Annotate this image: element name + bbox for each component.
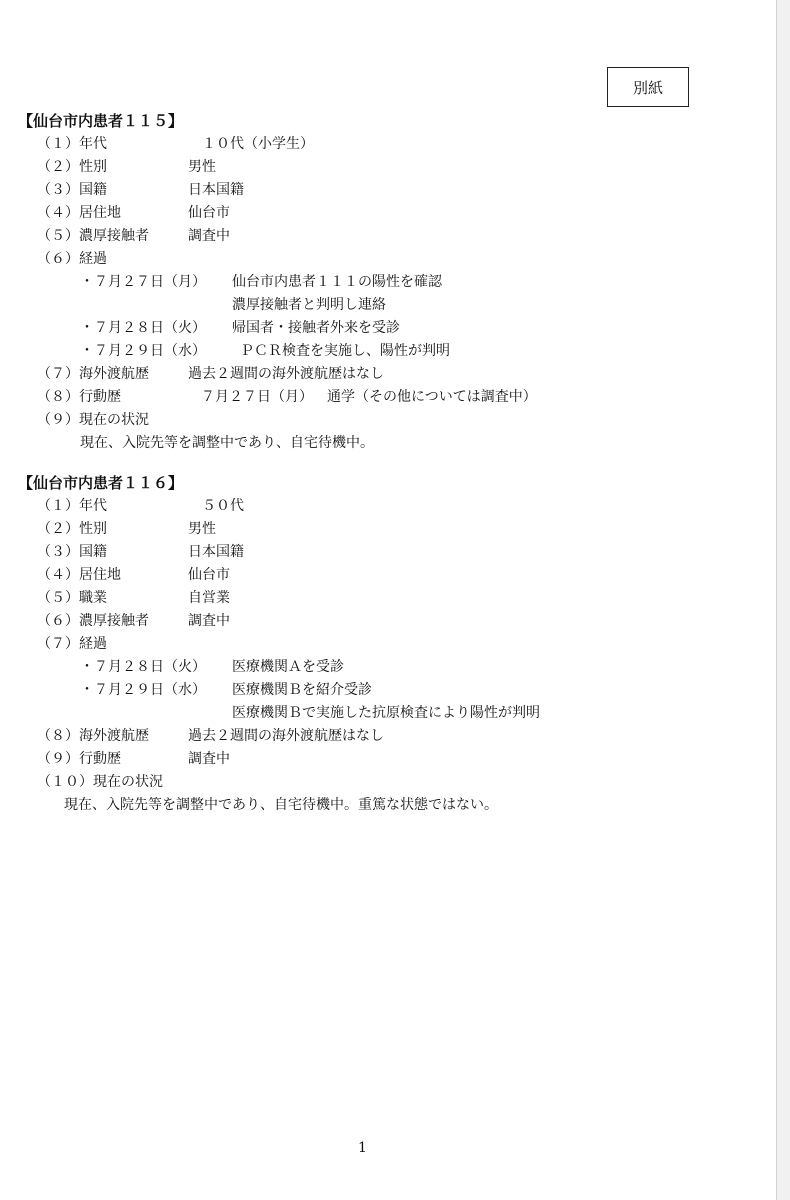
scrollbar-track[interactable] — [778, 0, 790, 1200]
row-label: （９）行動歴 — [37, 751, 121, 767]
progress-desc: 医療機関Ｂを紹介受診 — [232, 682, 372, 698]
row-label: （４）居住地 — [37, 205, 121, 221]
row-label: （６）濃厚接触者 — [37, 613, 149, 629]
row-label: （７）海外渡航歴 — [37, 366, 149, 382]
row-value: 日本国籍 — [188, 182, 244, 198]
row-value: 自営業 — [188, 590, 230, 606]
row-label: （５）職業 — [37, 590, 107, 606]
progress-date: ・７月２９日（水） — [80, 682, 206, 698]
status-text: 現在、入院先等を調整中であり、自宅待機中。重篤な状態ではない。 — [64, 797, 498, 813]
row-value: 仙台市 — [188, 567, 230, 583]
row-label: （４）居住地 — [37, 567, 121, 583]
row-label: （９）現在の状況 — [37, 412, 149, 428]
row-value: 調査中 — [188, 751, 230, 767]
progress-desc: 医療機関Ａを受診 — [232, 659, 344, 675]
row-label: （６）経過 — [37, 251, 107, 267]
row-label: （８）海外渡航歴 — [37, 728, 149, 744]
progress-date: ・７月２８日（火） — [80, 659, 206, 675]
row-value: 仙台市 — [188, 205, 230, 221]
row-value: 過去２週間の海外渡航歴はなし — [188, 728, 384, 744]
row-value: ５０代 — [202, 498, 244, 514]
row-label: （７）経過 — [37, 636, 107, 652]
row-label: （５）濃厚接触者 — [37, 228, 149, 244]
row-label: （１）年代 — [37, 498, 107, 514]
row-value: 調査中 — [188, 613, 230, 629]
row-label: （１０）現在の状況 — [37, 774, 163, 790]
row-value: 男性 — [188, 159, 216, 175]
patient-116-heading: 【仙台市内患者１１６】 — [18, 474, 184, 492]
progress-desc: 仙台市内患者１１１の陽性を確認 — [232, 274, 442, 290]
attachment-stamp: 別紙 — [607, 67, 689, 107]
page-number: 1 — [358, 1140, 367, 1156]
row-label: （１）年代 — [37, 136, 107, 152]
progress-desc: ＰＣＲ検査を実施し、陽性が判明 — [240, 343, 450, 359]
row-value: 過去２週間の海外渡航歴はなし — [188, 366, 384, 382]
progress-date: ・７月２９日（水） — [80, 343, 206, 359]
progress-date: ・７月２８日（火） — [80, 320, 206, 336]
row-label: （３）国籍 — [37, 182, 107, 198]
row-value: 日本国籍 — [188, 544, 244, 560]
row-label: （２）性別 — [37, 159, 107, 175]
row-value: 男性 — [188, 521, 216, 537]
activity-desc: 通学（その他については調査中） — [327, 389, 537, 405]
row-label: （８）行動歴 — [37, 389, 121, 405]
status-text: 現在、入院先等を調整中であり、自宅待機中。 — [80, 435, 374, 451]
progress-date: ・７月２７日（月） — [80, 274, 206, 290]
patient-115-heading: 【仙台市内患者１１５】 — [18, 112, 184, 130]
activity-date: ７月２７日（月） — [201, 389, 313, 405]
progress-desc: 帰国者・接触者外来を受診 — [232, 320, 400, 336]
row-label: （３）国籍 — [37, 544, 107, 560]
row-value: １０代（小学生） — [202, 136, 314, 152]
row-value: 調査中 — [188, 228, 230, 244]
row-label: （２）性別 — [37, 521, 107, 537]
progress-continuation: 濃厚接触者と判明し連絡 — [232, 297, 386, 313]
progress-continuation: 医療機関Ｂで実施した抗原検査により陽性が判明 — [232, 705, 540, 721]
